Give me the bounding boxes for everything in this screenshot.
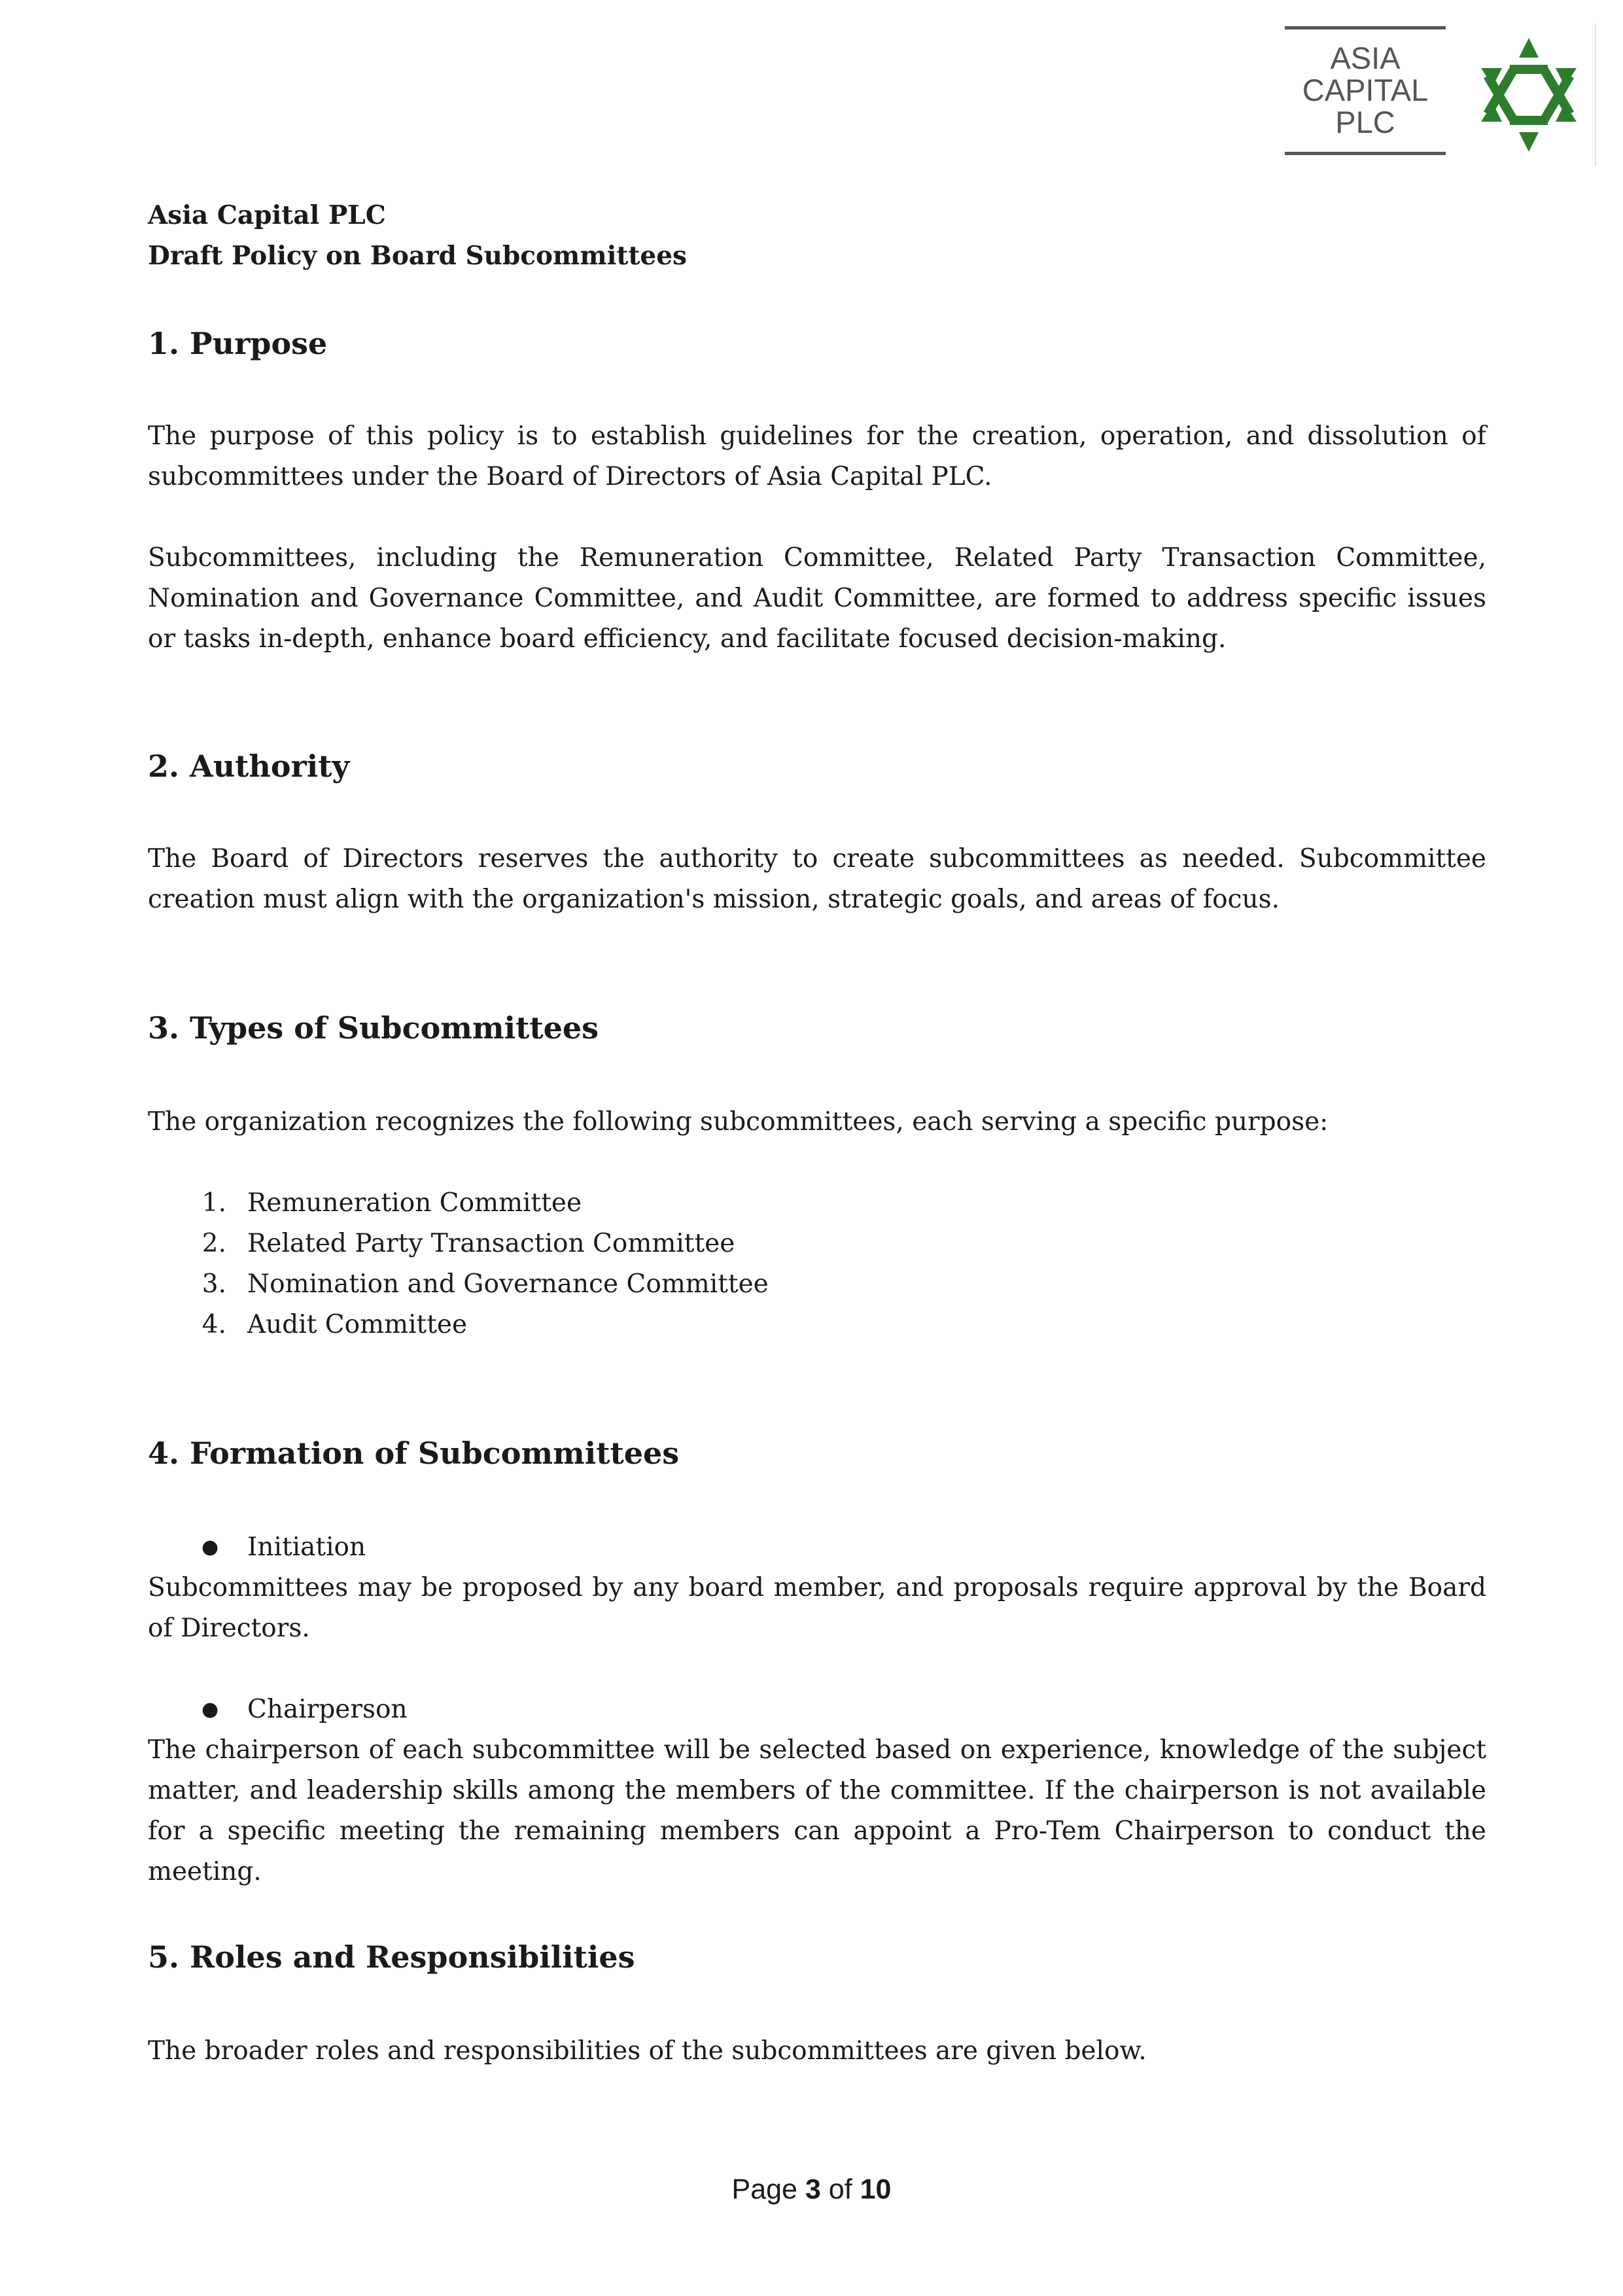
document-title: Draft Policy on Board Subcommittees	[148, 241, 688, 271]
list-item: 3. Nomination and Governance Committee	[201, 1269, 769, 1299]
initiation-bullet	[148, 1527, 1486, 1568]
logo-frame-edge	[1595, 24, 1596, 166]
logo-line-2: CAPITAL	[1302, 73, 1429, 107]
heading-types: 3. Types of Subcommittees	[148, 1010, 599, 1046]
subcommittee-list	[148, 1183, 1486, 1345]
company-name: Asia Capital PLC	[148, 200, 386, 230]
chairperson-bullet	[148, 1689, 1486, 1730]
bullet-dot: ●	[201, 1698, 219, 1721]
purpose-paragraph-2: Subcommittees, including the Remuneration Committee, Related Party Transaction Committee, Nomination and Governance Committee, and Audit Committee, are formed to address specific issues or tasks in-depth, enhance board efficiency, and facilitate focused decision-making.	[148, 543, 1486, 654]
list-item: 1. Remuneration Committee	[201, 1188, 582, 1218]
purpose-paragraph-1: The purpose of this policy is to establish guidelines for the creation, operation, and dissolution of subcommittees under the Board of Directors of Asia Capital PLC.	[148, 421, 1486, 491]
heading-roles: 5. Roles and Responsibilities	[148, 1939, 635, 1975]
green-star-icon	[1473, 33, 1584, 157]
list-item-label: Nomination and Governance Committee	[247, 1269, 769, 1299]
logo-line-3: PLC	[1335, 105, 1395, 139]
list-item-label: Related Party Transaction Committee	[247, 1229, 735, 1258]
bullet-item: ● Chairperson	[148, 1689, 1486, 1730]
list-item: 2. Related Party Transaction Committee	[201, 1229, 735, 1258]
logo-top-rule	[1285, 26, 1446, 29]
logo-wordmark	[1285, 42, 1446, 138]
initiation-paragraph: Subcommittees may be proposed by any board member, and proposals require approval by the Board of Directors.	[148, 1573, 1486, 1643]
list-item: 4. Audit Committee	[201, 1310, 468, 1339]
bullet-item: ● Initiation	[148, 1527, 1486, 1568]
roles-paragraph: The broader roles and responsibilities of the subcommittees are given below.	[148, 2036, 1147, 2066]
chairperson-paragraph: The chairperson of each subcommittee will be selected based on experience, knowledge of the subject matter, and leadership skills among the members of the committee. If the chairperson is not available for a specific meeting the remaining members can appoint a Pro-Tem Chairperson to conduct the meeting.	[148, 1735, 1486, 1886]
authority-paragraph: The Board of Directors reserves the authority to create subcommittees as needed. Subcommittee creation must align with the organization's mission, strategic goals, and areas of focus.	[148, 844, 1486, 914]
bullet-dot: ●	[201, 1536, 219, 1559]
company-logo	[1280, 24, 1596, 166]
page-number: Page 3 of 10	[731, 2174, 892, 2205]
heading-purpose: 1. Purpose	[148, 326, 328, 361]
heading-authority: 2. Authority	[148, 749, 350, 784]
list-item-label: Remuneration Committee	[247, 1188, 582, 1218]
logo-bottom-rule	[1285, 152, 1446, 155]
logo-line-1: ASIA	[1330, 41, 1401, 75]
list-item-label: Audit Committee	[247, 1310, 468, 1339]
heading-formation: 4. Formation of Subcommittees	[148, 1436, 680, 1471]
types-intro: The organization recognizes the following subcommittees, each serving a specific purpose:	[148, 1107, 1329, 1137]
